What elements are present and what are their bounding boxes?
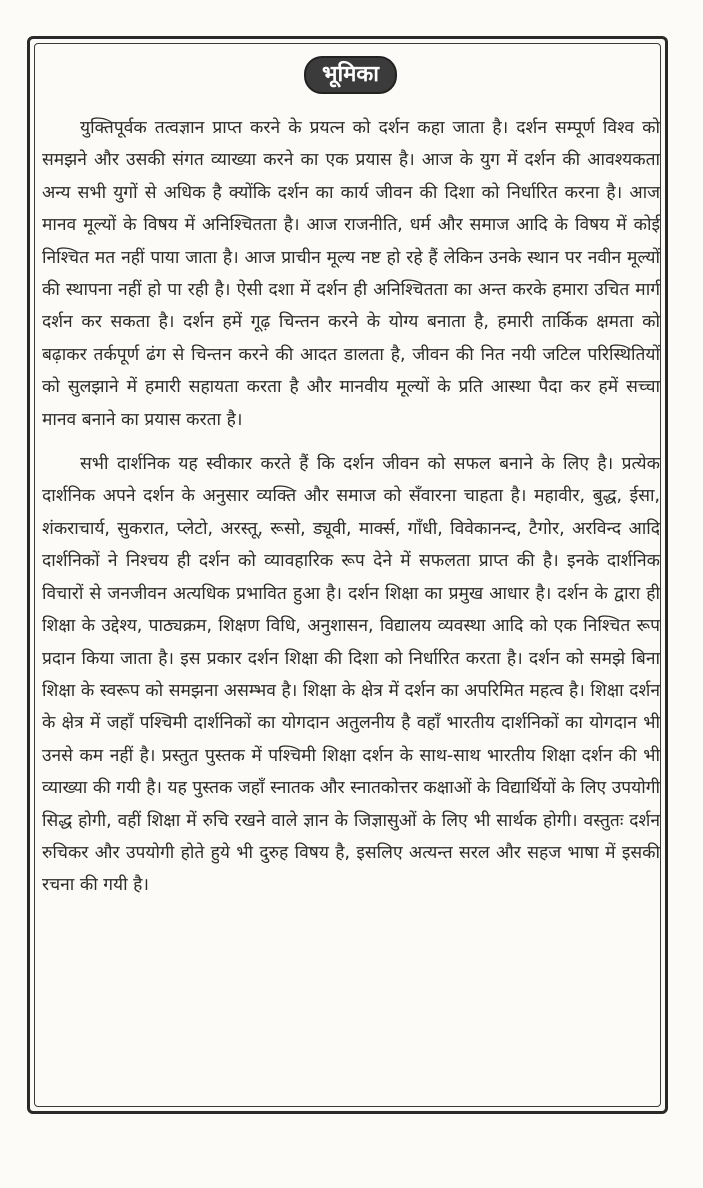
heading-container bbox=[0, 56, 703, 94]
page-heading: भूमिका bbox=[304, 56, 397, 94]
body-text bbox=[42, 112, 660, 902]
paragraph-1: युक्तिपूर्वक तत्वज्ञान प्राप्त करने के प्रयत्न को दर्शन कहा जाता है। दर्शन सम्पूर्ण विश्व को समझने और उसकी संगत व्याख्या करने का एक प्रयास है। आज के युग में दर्शन की आवश्यकता अन्य सभी युगों से अधिक है क्योंकि दर्शन का कार्य जीवन की दिशा को निर्धारित करना है। आज मानव मूल्यों के विषय में अनिश्चितता है। आज राजनीति, धर्म और समाज आदि के विषय में कोई निश्चित मत नहीं पाया जाता है। आज प्राचीन मूल्य नष्ट हो रहे हैं लेकिन उनके स्थान पर नवीन मूल्यों की स्थापना नहीं हो पा रही है। ऐसी दशा में दर्शन ही अनिश्चितता का अन्त करके हमारा उचित मार्ग दर्शन कर सकता है। दर्शन हमें गूढ़ चिन्तन करने के योग्य बनाता है, हमारी तार्किक क्षमता को बढ़ाकर तर्कपूर्ण ढंग से चिन्तन करने की आदत डालता है, जीवन की नित नयी जटिल परिस्थितियों को सुलझाने में हमारी सहायता करता है और मानवीय मूल्यों के प्रति आस्था पैदा कर हमें सच्चा मानव बनाने का प्रयास करता है। bbox=[42, 118, 660, 430]
paragraph-2: सभी दार्शनिक यह स्वीकार करते हैं कि दर्शन जीवन को सफल बनाने के लिए है। प्रत्येक दार्शनिक अपने दर्शन के अनुसार व्यक्ति और समाज को सँवारना चाहता है। महावीर, बुद्ध, ईसा, शंकराचार्य, सुकरात, प्लेटो, अरस्तू, रूसो, ड्यूवी, मार्क्स, गाँधी, विवेकानन्द, टैगोर, अरविन्द आदि दार्शनिकों ने निश्चय ही दर्शन को व्यावहारिक रूप देने में सफलता प्राप्त की है। इनके दार्शनिक विचारों से जनजीवन अत्यधिक प्रभावित हुआ है। दर्शन शिक्षा का प्रमुख आधार है। दर्शन के द्वारा ही शिक्षा के उद्देश्य, पाठ्यक्रम, शिक्षण विधि, अनुशासन, विद्यालय व्यवस्था आदि को एक निश्चित रूप प्रदान किया जाता है। इस प्रकार दर्शन शिक्षा की दिशा को निर्धारित करता है। दर्शन को समझे बिना शिक्षा के स्वरूप को समझना असम्भव है। शिक्षा के क्षेत्र में दर्शन का अपरिमित महत्व है। शिक्षा दर्शन के क्षेत्र में जहाँ पश्चिमी दार्शनिकों का योगदान अतुलनीय है वहाँ भारतीय दार्शनिकों का योगदान भी उनसे कम नहीं है। प्रस्तुत पुस्तक में पश्चिमी शिक्षा दर्शन के साथ-साथ भारतीय शिक्षा दर्शन की भी व्याख्या की गयी है। यह पुस्तक जहाँ स्नातक और स्नातकोत्तर कक्षाओं के विद्यार्थियों के लिए उपयोगी सिद्ध होगी, वहीं शिक्षा में रुचि रखने वाले ज्ञान के जिज्ञासुओं के लिए भी सार्थक होगी। वस्तुतः दर्शन रुचिकर और उपयोगी होते हुये भी दुरुह विषय है, इसलिए अत्यन्त सरल और सहज भाषा में इसकी रचना की गयी है। bbox=[42, 454, 660, 896]
